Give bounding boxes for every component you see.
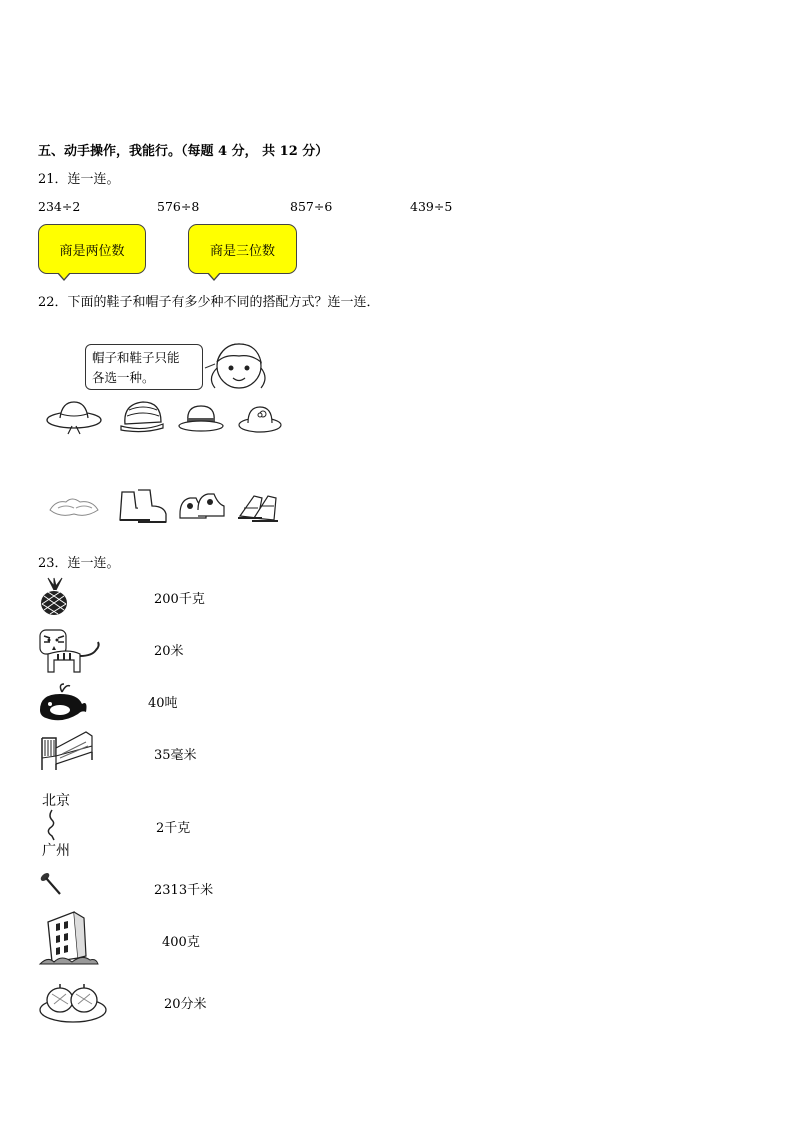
- expression-2: 576÷8: [157, 199, 200, 214]
- pineapple-icon: [38, 578, 70, 616]
- measure-35mm: 35毫米: [154, 748, 197, 763]
- sandal-icon: [234, 488, 282, 524]
- measure-2313km: 2313千米: [154, 883, 214, 898]
- measure-40t: 40吨: [148, 696, 178, 711]
- beijing-guangzhou-route-icon: [40, 808, 70, 840]
- question-22-label: 22．下面的鞋子和帽子有多少种不同的搭配方式？连一连．: [38, 295, 380, 310]
- boot-icon: [116, 486, 168, 526]
- bubble-three-digit-label: 商是三位数: [209, 243, 275, 259]
- measure-2kg: 2千克: [156, 821, 191, 836]
- bubble-two-digit-label: 商是两位数: [59, 243, 125, 259]
- measure-20dm: 20分米: [164, 997, 207, 1012]
- city-beijing: 北京: [42, 793, 70, 809]
- expression-4: 439÷5: [410, 199, 453, 214]
- bubble-three-digit: [188, 224, 297, 274]
- speech-bubble: [85, 344, 203, 390]
- expression-3: 857÷6: [290, 199, 333, 214]
- question-23-label: 23．连一连。: [38, 556, 120, 571]
- cap-icon: [119, 398, 165, 434]
- tiger-icon: [38, 626, 102, 674]
- measure-200kg: 200千克: [154, 592, 205, 607]
- bed-icon: [38, 728, 94, 772]
- girl-icon: [203, 338, 269, 394]
- building-icon: [38, 910, 100, 966]
- speech-line-2: 各选一种。: [92, 370, 155, 385]
- fruit-plate-icon: [38, 980, 108, 1024]
- question-21-label: 21．连一连。: [38, 172, 120, 187]
- measure-20m: 20米: [154, 644, 184, 659]
- expression-1: 234÷2: [38, 199, 81, 214]
- whale-icon: [38, 682, 88, 722]
- measure-400g: 400克: [162, 935, 200, 950]
- fedora-icon: [178, 402, 224, 434]
- slipper-icon: [46, 492, 102, 522]
- speech-line-1: 帽子和鞋子只能: [92, 350, 180, 365]
- sun-hat-icon: [46, 396, 102, 434]
- nail-icon: [40, 872, 62, 896]
- section-title: 五、动手操作，我能行。（每题 4 分， 共 12 分）: [38, 144, 329, 159]
- flower-hat-icon: [238, 401, 282, 435]
- city-guangzhou: 广州: [42, 843, 70, 859]
- sneaker-icon: [176, 488, 228, 524]
- bubble-two-digit: [38, 224, 146, 274]
